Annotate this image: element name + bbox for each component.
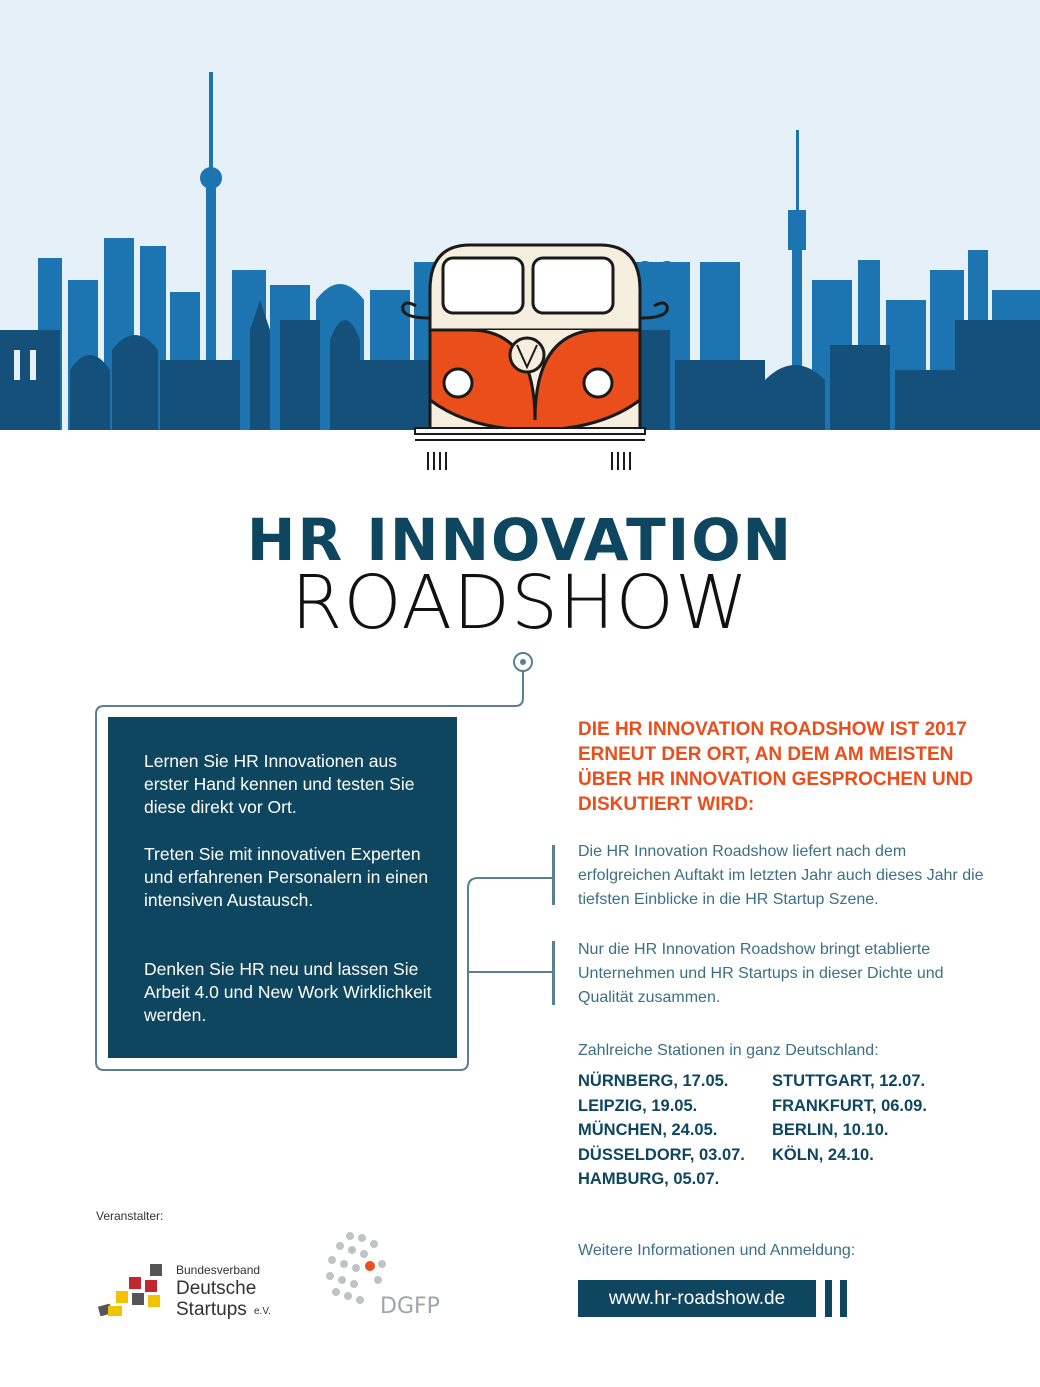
station-item: MÜNCHEN, 24.05. xyxy=(578,1121,718,1139)
station-item: KÖLN, 24.10. xyxy=(772,1145,874,1164)
benefit-text-3: Denken Sie HR neu und lassen Sie Arbeit 4.0 und New Work Wirklichkeit werden. xyxy=(144,959,432,1025)
bvds-line2: Deutsche xyxy=(176,1278,257,1299)
station-item: DÜSSELDORF, 03.07. xyxy=(578,1145,745,1164)
station-item: HAMBURG, 05.07. xyxy=(578,1170,720,1188)
station-item: LEIPZIG, 19.05. xyxy=(578,1096,698,1115)
benefit-text-2: Treten Sie mit innovativen Experten und erfahrenen Personalern in einen intensiven Austausch. xyxy=(144,844,429,910)
more-info-text: Weitere Informationen und Anmeldung: xyxy=(578,1242,856,1259)
benefit-text-1: Lernen Sie HR Innovationen aus erster Hand kennen und testen Sie diese direkt vor Ort. xyxy=(144,751,415,817)
station-item: BERLIN, 10.10. xyxy=(772,1121,889,1139)
organizer-label: Veranstalter: xyxy=(96,1209,164,1223)
website-link[interactable]: www.hr-roadshow.de xyxy=(578,1280,816,1317)
station-item: STUTTGART, 12.07. xyxy=(772,1072,926,1090)
bvds-logo-mark-icon xyxy=(94,1262,169,1324)
bvds-line1: Bundesverband xyxy=(176,1263,261,1277)
city-skyline-illustration xyxy=(0,0,1040,470)
stations-title: Zahlreiche Stationen in ganz Deutschland: xyxy=(578,1042,879,1059)
station-item: NÜRNBERG, 17.05. xyxy=(578,1072,729,1090)
para-bar-2 xyxy=(552,941,555,1005)
bvds-line3: Startups xyxy=(176,1299,247,1320)
title-hr-innovation: HR INNOVATION xyxy=(246,506,794,574)
title-roadshow: ROADSHOW xyxy=(291,560,749,646)
stations-left-column xyxy=(578,1069,745,1192)
stations-right-column xyxy=(772,1069,927,1167)
intro-paragraph-1: Die HR Innovation Roadshow liefert nach dem erfolgreichen Auftakt im letzten Jahr auch dieses Jahr die tiefsten Einblicke in die HR Startup Szene. xyxy=(578,843,984,908)
vw-bus-illustration xyxy=(403,245,668,470)
para-bar-1 xyxy=(552,845,555,905)
bvds-suffix: e.V. xyxy=(254,1306,271,1317)
url-decor-bar xyxy=(825,1280,832,1317)
benefits-box xyxy=(108,717,457,1058)
bvds-logo xyxy=(94,1262,284,1324)
station-item: FRANKFURT, 06.09. xyxy=(772,1096,927,1115)
intro-paragraph-2: Nur die HR Innovation Roadshow bringt etablierte Unternehmen und HR Startups in dieser Dichte und Qualität zusammen. xyxy=(578,941,944,1006)
dgfp-logo xyxy=(322,1228,452,1323)
url-decor-bar xyxy=(840,1280,847,1317)
dgfp-wordmark: DGFP xyxy=(380,1294,440,1319)
orange-heading: DIE HR INNOVATION ROADSHOW IST 2017 ERNEUT DER ORT, AN DEM AM MEISTEN ÜBER HR INNOVATION GESPROCHEN UND DISKUTIERT WIRD: xyxy=(578,719,974,815)
